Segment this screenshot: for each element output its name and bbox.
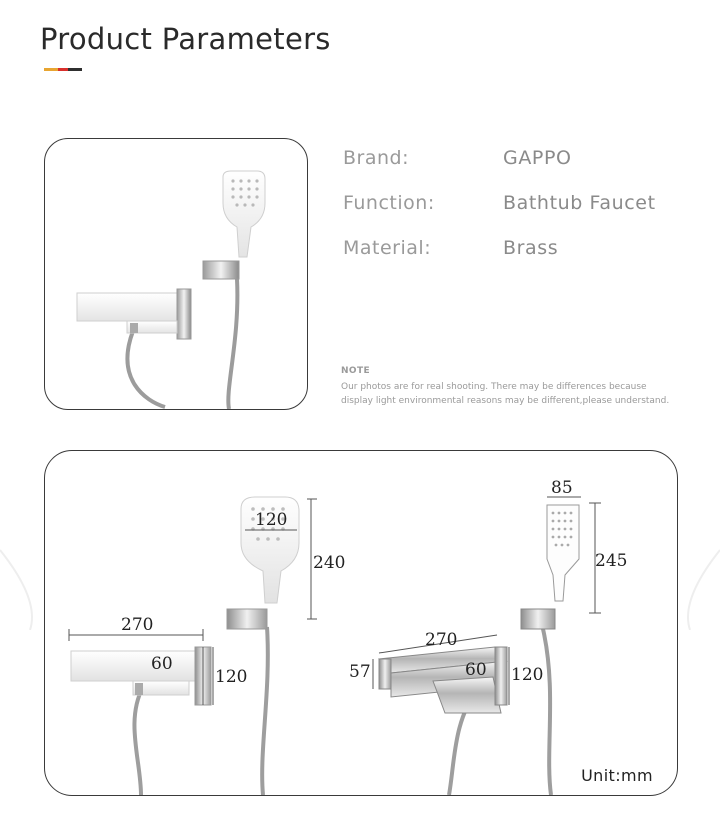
dim-chrome-body-depth: 57 [349, 662, 371, 682]
dim-chrome-head-height: 245 [595, 551, 628, 571]
param-label: Function: [343, 191, 435, 214]
note-block [341, 366, 711, 408]
dim-chrome-faucet-height: 120 [511, 665, 544, 685]
dim-white-head-width: 120 [255, 510, 288, 530]
unit-label: Unit:mm [581, 766, 653, 785]
dimension-card [44, 450, 678, 796]
param-row-material [343, 225, 713, 270]
dim-chrome-faucet-width: 270 [425, 630, 458, 650]
note-text [341, 380, 711, 408]
dim-white-head-height: 240 [313, 553, 346, 573]
param-label: Material: [343, 236, 432, 259]
dim-white-faucet-width: 270 [121, 615, 154, 635]
param-value: Bathtub Faucet [503, 191, 656, 214]
note-line: Our photos are for real shooting. There may be differences because [341, 382, 647, 392]
white-faucet-illustration [45, 139, 307, 409]
param-row-function [343, 180, 713, 225]
dim-white-faucet-height: 120 [215, 667, 248, 687]
dim-chrome-spout: 60 [465, 660, 487, 680]
title-accent-bar [44, 68, 82, 71]
param-row-brand [343, 135, 713, 180]
note-title: NOTE [341, 366, 371, 376]
product-image-card [44, 138, 308, 410]
param-value: Brass [503, 236, 559, 259]
parameter-list [343, 135, 713, 270]
param-label: Brand: [343, 146, 409, 169]
dimension-diagram [45, 451, 677, 795]
page-title: Product Parameters [40, 22, 331, 56]
dim-chrome-head-width: 85 [551, 478, 573, 498]
dim-white-spout: 60 [151, 654, 173, 674]
note-line: display light environmental reasons may be different,please understand. [341, 396, 670, 406]
param-value: GAPPO [503, 146, 572, 169]
